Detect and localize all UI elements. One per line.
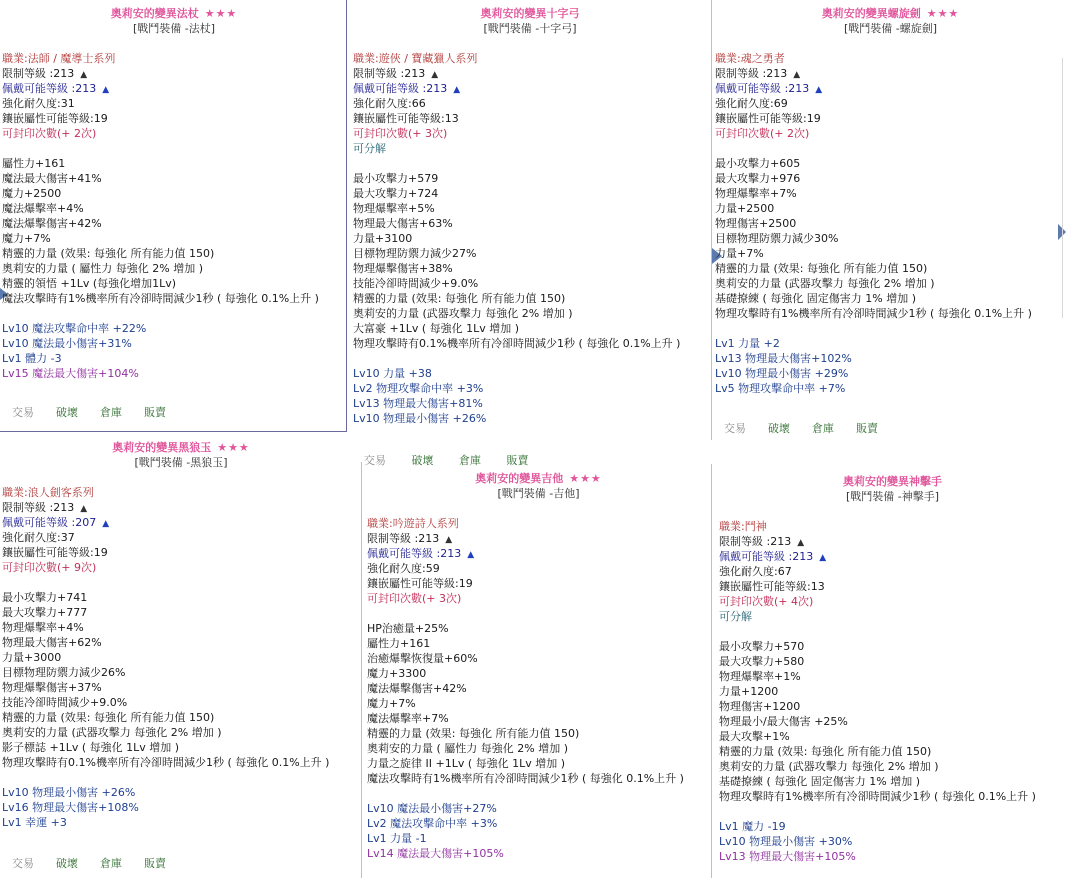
stat-line: 物理攻擊時有1%機率所有冷卻時間減少1秒 ( 每強化 0.1%上升 ): [715, 307, 1032, 320]
job-requirement: 職業:魂之勇者: [715, 52, 785, 65]
trade-button[interactable]: 交易: [12, 857, 34, 870]
stat-line: 力量+7%: [715, 247, 764, 260]
item-tooltip: [364, 471, 710, 861]
stat-line: 最大攻擊+1%: [719, 730, 790, 743]
stat-line: 基礎撩練 ( 每強化 固定傷害力 1% 增加 ): [715, 292, 917, 305]
stat-line: 魔力+7%: [367, 697, 416, 710]
stat-line: 屬性力+161: [2, 157, 66, 170]
durability: 強化耐久度:59: [367, 562, 440, 575]
stat-line: HP治癒量+25%: [367, 622, 449, 635]
stat-line: 基礎撩練 ( 每強化 固定傷害力 1% 增加 ): [719, 775, 921, 788]
triangle-up-blue-icon: ▲: [102, 85, 110, 95]
level-bonus-line: Lv2 物理攻擊命中率 +3%: [353, 382, 484, 395]
sell-button[interactable]: 販賣: [144, 857, 166, 870]
triangle-up-blue-icon: ▲: [815, 85, 823, 95]
spacer: [367, 606, 710, 621]
wearable-level-row: [2, 515, 360, 530]
job-requirement: 職業:浪人劍客系列: [2, 486, 94, 499]
stat-line: 精靈的力量 (效果: 每強化 所有能力值 150): [367, 727, 580, 740]
trade-button[interactable]: 交易: [12, 406, 34, 419]
wearable-level: 佩戴可能等級 :213: [367, 547, 462, 560]
stat-line: 物理攻擊時有0.1%機率所有冷卻時間減少1秒 ( 每強化 0.1%上升 ): [2, 756, 330, 769]
level-bonus-line: Lv10 魔法攻擊命中率 +22%: [2, 322, 147, 335]
level-bonus-line: Lv1 幸運 +3: [2, 816, 67, 829]
stat-line: 奧莉安的力量 (武器攻擊力 每強化 2% 增加 ): [719, 760, 939, 773]
stat-line: 魔法爆擊率+7%: [367, 712, 449, 725]
stat-line: 物理攻擊時有0.1%機率所有冷卻時間減少1秒 ( 每強化 0.1%上升 ): [353, 337, 681, 350]
stat-line: 最大攻擊力+777: [2, 606, 88, 619]
level-bonus-line: Lv13 物理最大傷害+81%: [353, 397, 483, 410]
wearable-level-row: [367, 546, 710, 561]
wearable-level: 佩戴可能等級 :207: [2, 516, 97, 529]
stat-line: 最小攻擊力+579: [353, 172, 439, 185]
triangle-up-blue-icon: ▲: [453, 85, 461, 95]
spacer: [353, 351, 707, 366]
seal-count: 可封印次數(+ 3次): [367, 592, 462, 605]
spacer: [2, 36, 346, 51]
trade-button[interactable]: 交易: [724, 422, 746, 435]
spacer: [353, 36, 707, 51]
item-category: [戰鬥裝備 -法杖]: [132, 22, 216, 35]
stat-line: 魔法爆擊傷害+42%: [367, 682, 467, 695]
stat-line: 魔法爆擊傷害+42%: [2, 217, 102, 230]
stat-line: 物理爆擊率+1%: [719, 670, 801, 683]
item-tooltip: [351, 6, 707, 426]
spacer: [715, 141, 1066, 156]
stat-line: 奧莉安的力量 ( 屬性力 每強化 2% 增加 ): [2, 262, 204, 275]
stat-line: 魔法攻擊時有1%機率所有冷卻時間減少1秒 ( 每強化 0.1%上升 ): [367, 772, 684, 785]
stat-line: 物理爆擊傷害+37%: [2, 681, 102, 694]
stat-line: 技能冷卻時間減少+9.0%: [2, 696, 128, 709]
limit-level-row: [715, 66, 1066, 81]
spacer: [367, 501, 710, 516]
stat-line: 技能冷卻時間減少+9.0%: [353, 277, 479, 290]
wearable-level: 佩戴可能等級 :213: [353, 82, 448, 95]
level-bonus-line: Lv10 物理最小傷害 +26%: [2, 786, 136, 799]
socket-level: 鑲嵌屬性可能等級:19: [2, 112, 108, 125]
level-bonus-line: Lv1 力量 +2: [715, 337, 780, 350]
item-category: [戰鬥裝備 -十字弓]: [483, 22, 577, 35]
limit-level: 限制等級 :213: [367, 532, 440, 545]
stat-line: 魔力+3300: [367, 667, 427, 680]
stat-line: 魔法最大傷害+41%: [2, 172, 102, 185]
level-bonus-line: Lv16 物理最大傷害+108%: [2, 801, 139, 814]
level-bonus-line: Lv10 魔法最小傷害+27%: [367, 802, 497, 815]
socket-level: 鑲嵌屬性可能等級:19: [2, 546, 108, 559]
wearable-level-row: [719, 549, 1066, 564]
storage-button[interactable]: 倉庫: [812, 422, 834, 435]
triangle-up-icon: ▲: [797, 538, 805, 548]
stat-line: 魔力+2500: [2, 187, 62, 200]
triangle-up-icon: ▲: [445, 535, 453, 545]
socket-level: 鑲嵌屬性可能等級:19: [715, 112, 821, 125]
stat-line: 目標物理防禦力減少27%: [353, 247, 477, 260]
sell-button[interactable]: 販賣: [144, 406, 166, 419]
seal-count: 可封印次數(+ 2次): [715, 127, 810, 140]
stat-line: 大富豪 +1Lv ( 每強化 1Lv 增加 ): [353, 322, 520, 335]
spacer: [2, 575, 360, 590]
item-name: 奧莉安的變異螺旋劍: [821, 7, 921, 20]
stat-line: 物理爆擊傷害+38%: [353, 262, 453, 275]
item-name: 奧莉安的變異吉他: [475, 472, 564, 485]
job-requirement: 職業:法師 / 魔導士系列: [2, 52, 116, 65]
item-name: 奧莉安的變異神擊手: [843, 475, 942, 488]
item-category: [戰鬥裝備 -螺旋劍]: [843, 22, 938, 35]
limit-level: 限制等級 :213: [715, 67, 788, 80]
spacer: [2, 470, 360, 485]
stat-line: 最大攻擊力+580: [719, 655, 805, 668]
stat-line: 目標物理防禦力減少26%: [2, 666, 126, 679]
stat-line: 力量+1200: [719, 685, 779, 698]
spacer: [715, 36, 1066, 51]
spacer: [353, 156, 707, 171]
stat-line: 物理攻擊時有1%機率所有冷卻時間減少1秒 ( 每強化 0.1%上升 ): [719, 790, 1036, 803]
item-category: [戰鬥裝備 -吉他]: [497, 487, 580, 500]
stat-line: 最小攻擊力+741: [2, 591, 88, 604]
stat-line: 力量+2500: [715, 202, 775, 215]
spacer: [715, 321, 1066, 336]
level-bonus-line: Lv5 物理攻擊命中率 +7%: [715, 382, 846, 395]
stat-line: 物理最大傷害+62%: [2, 636, 102, 649]
durability: 強化耐久度:67: [719, 565, 792, 578]
rating-stars: ★★★: [217, 441, 250, 454]
stat-line: 物理傷害+1200: [719, 700, 801, 713]
spacer: [2, 306, 346, 321]
wearable-level-row: [715, 81, 1066, 96]
sell-button[interactable]: 販賣: [506, 454, 529, 467]
stat-line: 物理最小/最大傷害 +25%: [719, 715, 848, 728]
spacer: [719, 504, 1066, 519]
limit-level-row: [353, 66, 707, 81]
item-name: 奧莉安的變異黑狼玉: [112, 441, 212, 454]
socket-level: 鑲嵌屬性可能等級:19: [367, 577, 473, 590]
limit-level: 限制等級 :213: [719, 535, 792, 548]
item-tooltip: [716, 474, 1066, 864]
stat-line: 奧莉安的力量 (武器攻擊力 每強化 2% 增加 ): [2, 726, 222, 739]
limit-level-row: [367, 531, 710, 546]
stat-line: 力量+3000: [2, 651, 62, 664]
item-tooltip: [712, 6, 1066, 396]
wearable-level: 佩戴可能等級 :213: [2, 82, 97, 95]
action-buttons: [12, 405, 188, 420]
destroy-button[interactable]: 破壞: [411, 454, 434, 467]
stat-line: 物理爆擊率+7%: [715, 187, 797, 200]
seal-count: 可封印次數(+ 3次): [353, 127, 448, 140]
triangle-up-blue-icon: ▲: [467, 550, 475, 560]
level-bonus-line: Lv10 物理最小傷害 +26%: [353, 412, 487, 425]
durability: 強化耐久度:37: [2, 531, 75, 544]
stat-line: 精靈的力量 (效果: 每強化 所有能力值 150): [719, 745, 932, 758]
limit-level: 限制等級 :213: [353, 67, 426, 80]
item-name: 奧莉安的變異十字弓: [480, 7, 580, 20]
stat-line: 精靈的力量 (效果: 每強化 所有能力值 150): [2, 711, 215, 724]
decomposable-label: 可分解: [719, 610, 752, 623]
wearable-level-row: [353, 81, 707, 96]
item-tooltip: [0, 6, 346, 381]
triangle-up-blue-icon: ▲: [102, 519, 110, 529]
stat-line: 魔力+7%: [2, 232, 51, 245]
trade-button[interactable]: 交易: [364, 454, 386, 467]
storage-button[interactable]: 倉庫: [459, 454, 481, 467]
level-bonus-line: Lv14 魔法最大傷害+105%: [367, 847, 504, 860]
triangle-up-icon: ▲: [793, 70, 801, 80]
stat-line: 物理最大傷害+63%: [353, 217, 453, 230]
decomposable-label: 可分解: [353, 142, 386, 155]
item-category: [戰鬥裝備 -神擊手]: [845, 490, 940, 503]
job-requirement: 職業:吟遊詩人系列: [367, 517, 459, 530]
durability: 強化耐久度:31: [2, 97, 75, 110]
spacer: [367, 786, 710, 801]
item-title: [2, 440, 360, 455]
level-bonus-line: Lv1 魔力 -19: [719, 820, 786, 833]
action-buttons: [724, 421, 900, 436]
item-title: [2, 6, 346, 21]
stat-line: 治癒爆擊恢復量+60%: [367, 652, 478, 665]
item-tooltip: [0, 440, 360, 830]
stat-line: 力量+3100: [353, 232, 413, 245]
limit-level: 限制等級 :213: [2, 67, 75, 80]
spacer: [2, 141, 346, 156]
item-title: [367, 471, 710, 486]
rating-stars: ★★★: [204, 7, 238, 20]
item-name: 奧莉安的變異法杖: [110, 7, 199, 20]
triangle-up-icon: ▲: [80, 504, 88, 514]
level-bonus-line: Lv10 物理最小傷害 +29%: [715, 367, 849, 380]
limit-level-row: [2, 500, 360, 515]
storage-button[interactable]: 倉庫: [100, 857, 122, 870]
durability: 強化耐久度:66: [353, 97, 426, 110]
wearable-level: 佩戴可能等級 :213: [715, 82, 810, 95]
spacer: [2, 770, 360, 785]
item-category: [戰鬥裝備 -黑狼玉]: [134, 456, 228, 469]
destroy-button[interactable]: 破壞: [56, 406, 78, 419]
stat-line: 奧莉安的力量 (武器攻擊力 每強化 2% 增加 ): [353, 307, 573, 320]
job-requirement: 職業:鬥神: [719, 520, 767, 533]
sell-button[interactable]: 販賣: [856, 422, 878, 435]
stat-line: 魔法爆擊率+4%: [2, 202, 84, 215]
stat-line: 力量之旋律 II +1Lv ( 每強化 1Lv 增加 ): [367, 757, 566, 770]
stat-line: 物理爆擊率+5%: [353, 202, 435, 215]
triangle-up-icon: ▲: [431, 70, 439, 80]
storage-button[interactable]: 倉庫: [100, 406, 122, 419]
seal-count: 可封印次數(+ 9次): [2, 561, 97, 574]
socket-level: 鑲嵌屬性可能等級:13: [353, 112, 459, 125]
item-title: [719, 474, 1066, 489]
spacer: [719, 624, 1066, 639]
level-bonus-line: Lv1 體力 -3: [2, 352, 62, 365]
level-bonus-line: Lv13 物理最大傷害+105%: [719, 850, 856, 863]
stat-line: 最小攻擊力+605: [715, 157, 801, 170]
level-bonus-line: Lv2 魔法攻擊命中率 +3%: [367, 817, 498, 830]
stat-line: 奧莉安的力量 ( 屬性力 每強化 2% 增加 ): [367, 742, 569, 755]
limit-level: 限制等級 :213: [2, 501, 75, 514]
level-bonus-line: Lv13 物理最大傷害+102%: [715, 352, 852, 365]
stat-line: 精靈的力量 (效果: 每強化 所有能力值 150): [715, 262, 928, 275]
triangle-up-icon: ▲: [80, 70, 88, 80]
triangle-up-blue-icon: ▲: [819, 553, 827, 563]
job-requirement: 職業:遊俠 / 寶藏獵人系列: [353, 52, 478, 65]
spacer: [719, 804, 1066, 819]
level-bonus-line: Lv10 魔法最小傷害+31%: [2, 337, 132, 350]
socket-level: 鑲嵌屬性可能等級:13: [719, 580, 825, 593]
rating-stars: ★★★: [926, 7, 960, 20]
stat-line: 目標物理防禦力減少30%: [715, 232, 839, 245]
stat-line: 屬性力+161: [367, 637, 431, 650]
seal-count: 可封印次數(+ 2次): [2, 127, 97, 140]
wearable-level: 佩戴可能等級 :213: [719, 550, 814, 563]
crossbow-action-buttons: [364, 453, 551, 468]
item-title: [353, 6, 707, 21]
durability: 強化耐久度:69: [715, 97, 788, 110]
rating-stars: ★★★: [569, 472, 602, 485]
seal-count: 可封印次數(+ 4次): [719, 595, 814, 608]
destroy-button[interactable]: 破壞: [56, 857, 78, 870]
stat-line: 物理爆擊率+4%: [2, 621, 84, 634]
level-bonus-line: Lv10 力量 +38: [353, 367, 432, 380]
wearable-level-row: [2, 81, 346, 96]
stat-line: 最大攻擊力+724: [353, 187, 439, 200]
stat-line: 最大攻擊力+976: [715, 172, 801, 185]
stat-line: 最小攻擊力+570: [719, 640, 805, 653]
stat-line: 精靈的領悟 +1Lv (每強化增加1Lv): [2, 277, 177, 290]
stat-line: 物理傷害+2500: [715, 217, 797, 230]
level-bonus-line: Lv10 物理最小傷害 +30%: [719, 835, 853, 848]
limit-level-row: [2, 66, 346, 81]
stat-line: 精靈的力量 (效果: 每強化 所有能力值 150): [353, 292, 566, 305]
stat-line: 影子標誌 +1Lv ( 每強化 1Lv 增加 ): [2, 741, 180, 754]
stat-line: 精靈的力量 (效果: 每強化 所有能力值 150): [2, 247, 215, 260]
action-buttons: [12, 856, 188, 871]
level-bonus-line: Lv1 力量 -1: [367, 832, 427, 845]
destroy-button[interactable]: 破壞: [768, 422, 790, 435]
level-bonus-line: Lv15 魔法最大傷害+104%: [2, 367, 139, 380]
stat-line: 奧莉安的力量 (武器攻擊力 每強化 2% 增加 ): [715, 277, 935, 290]
stat-line: 魔法攻擊時有1%機率所有冷卻時間減少1秒 ( 每強化 0.1%上升 ): [2, 292, 319, 305]
item-title: [715, 6, 1066, 21]
limit-level-row: [719, 534, 1066, 549]
